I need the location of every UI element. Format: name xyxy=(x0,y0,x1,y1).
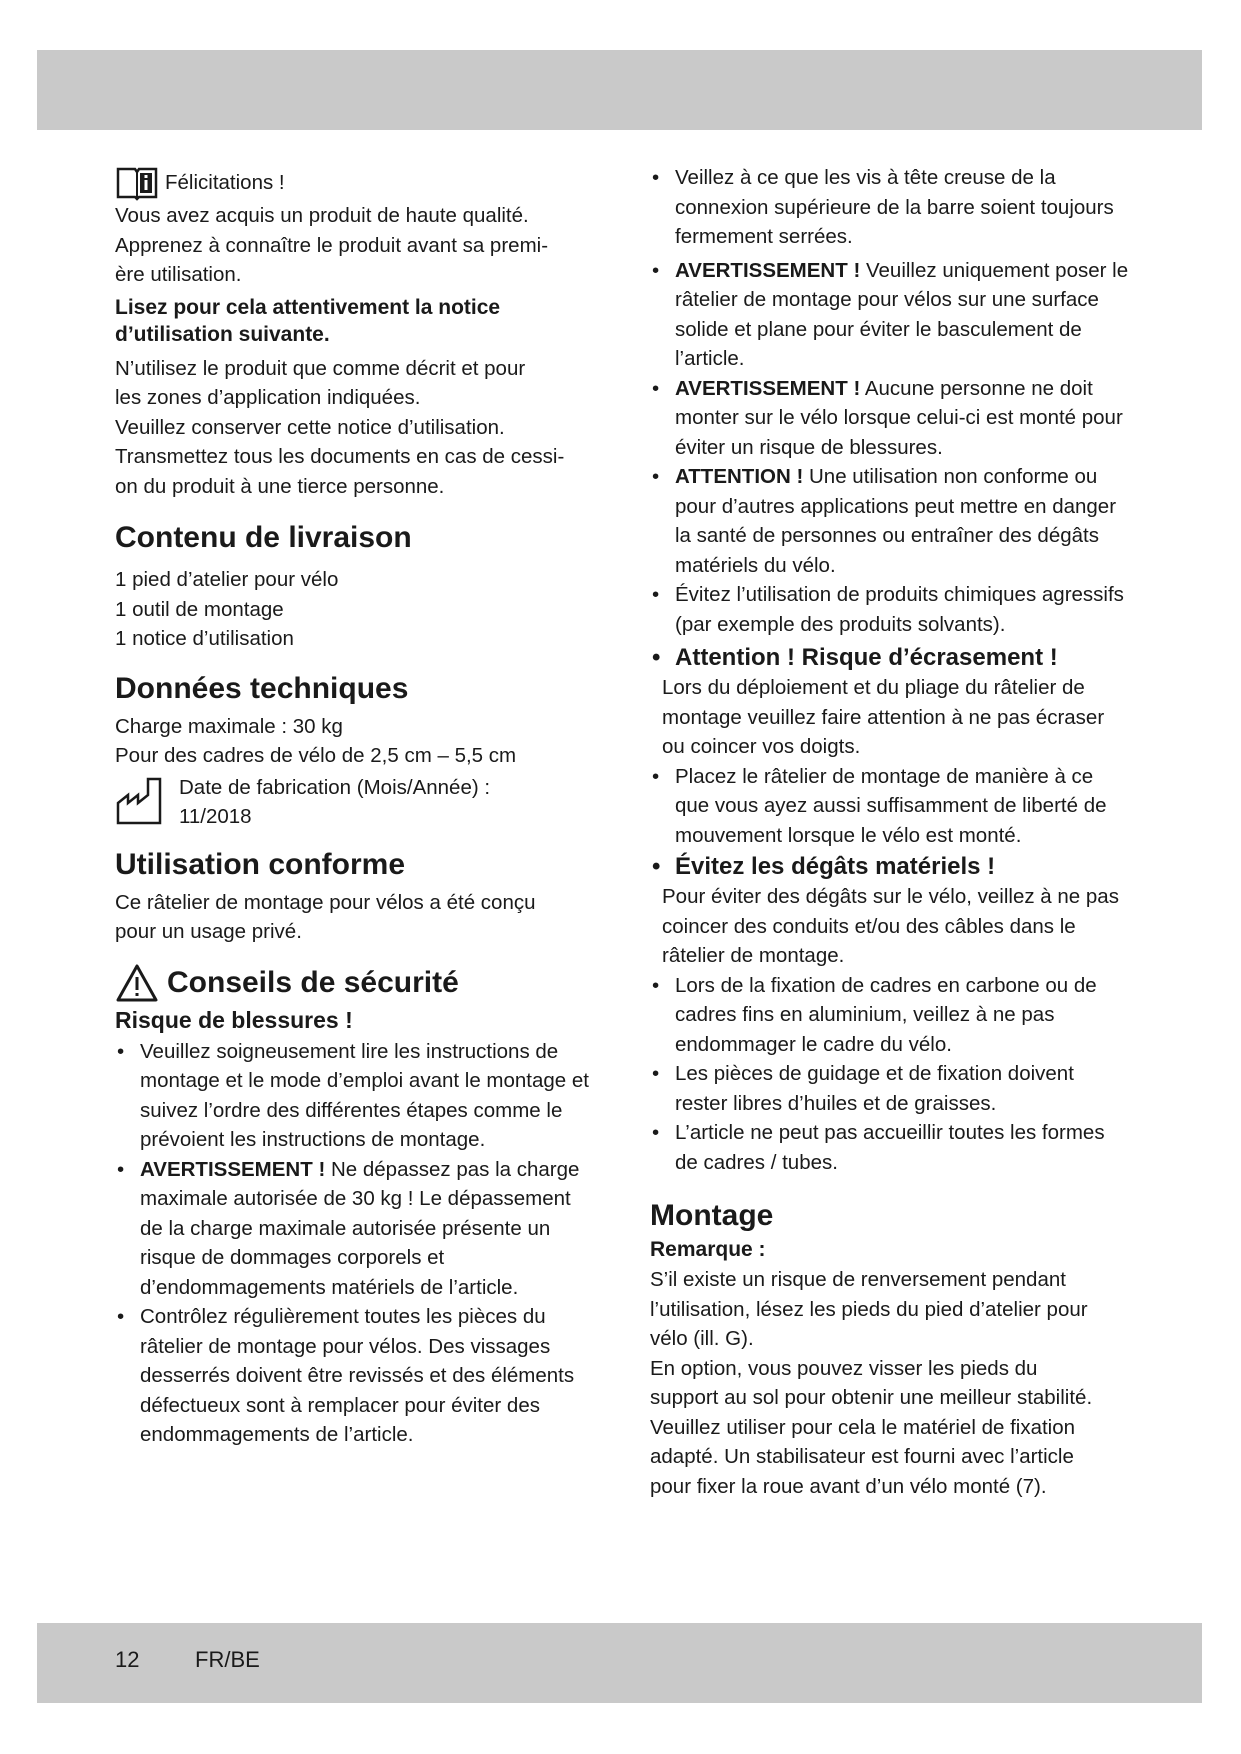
usage-line: les zones d’application indiquées. xyxy=(115,386,421,409)
remarque-line: Veuillez utiliser pour cela le matériel de fixation xyxy=(650,1415,1076,1439)
place-list xyxy=(650,762,1130,851)
safety-bullet: • Lors de la fixation de cadres en carbone ou de cadres fins en aluminium, veillez à ne pas endommager le cadre du vélo. xyxy=(652,973,1097,1056)
safety-bullet: • Les pièces de guidage et de fixation doivent rester libres d’huiles et de graisses. xyxy=(652,1062,1074,1115)
safety-bullet: • AVERTISSEMENT ! Aucune personne ne doit monter sur le vélo lorsque celui-ci est monté pour éviter un risque de blessures. xyxy=(652,376,1123,459)
remarque-line: vélo (ill. G). xyxy=(650,1327,754,1350)
remarque-line: pour fixer la roue avant d’un vélo monté (7). xyxy=(650,1474,1047,1498)
intro-line: Apprenez à connaître le produit avant sa premi- xyxy=(115,233,549,257)
montage-title: Montage xyxy=(650,1199,774,1232)
language-code: FR/BE xyxy=(195,1647,260,1672)
usage-line: on du produit à une tierce personne. xyxy=(115,474,445,498)
info-book-icon xyxy=(115,165,159,201)
utilisation-line: Ce râtelier de montage pour vélos a été conçu xyxy=(115,890,536,914)
contenu-item: 1 pied d’atelier pour vélo xyxy=(115,568,339,591)
safety-bullet: • ATTENTION ! Une utilisation non conforme ou pour d’autres applications peut mettre en danger la santé de personnes ou entraîner des dégâts matériels du vélo. xyxy=(652,465,1117,577)
header-bar xyxy=(37,50,1202,130)
right-column xyxy=(650,163,1130,1501)
remarque-line: support au sol pour obtenir une meilleur stabilité. xyxy=(650,1386,1093,1409)
remarque-title: Remarque : xyxy=(650,1238,766,1261)
remarque-line: l’utilisation, lésez les pieds du pied d’atelier pour xyxy=(650,1297,1088,1321)
crush-heading: • Attention ! Risque d’écrasement ! xyxy=(652,644,1058,671)
donnees-line: Pour des cadres de vélo de 2,5 cm – 5,5 cm xyxy=(115,744,517,767)
risque-title: Risque de blessures ! xyxy=(115,1006,353,1033)
utilisation-line: pour un usage privé. xyxy=(115,920,302,943)
safety-list-final xyxy=(650,971,1130,1178)
contenu-item: 1 notice d’utilisation xyxy=(115,627,294,650)
safety-list xyxy=(115,1037,595,1450)
remarque-line: En option, vous pouvez visser les pieds du xyxy=(650,1356,1038,1380)
safety-bullet: • AVERTISSEMENT ! Ne dépassez pas la charge maximale autorisée de 30 kg ! Le dépassement de la charge maximale autorisée présente un risque de dommages corporels et d’endommagements matériels de l’article. xyxy=(117,1157,580,1299)
remarque-line: adapté. Un stabilisateur est fourni avec l’article xyxy=(650,1445,1074,1468)
manufacture-date-row xyxy=(115,773,595,832)
safety-list-continued xyxy=(650,163,1130,639)
conseils-heading-row xyxy=(115,963,595,1003)
safety-bullet: • L’article ne peut pas accueillir toutes les formes de cadres / tubes. xyxy=(652,1121,1105,1174)
contenu-title: Contenu de livraison xyxy=(115,521,412,554)
page-number: 12 xyxy=(115,1647,140,1672)
factory-icon xyxy=(115,773,171,829)
conseils-title: Conseils de sécurité xyxy=(167,965,459,999)
read-note: Lisez pour cela attentivement la notice d’utilisation suivante. xyxy=(115,295,501,346)
usage-line: Transmettez tous les documents en cas de cessi- xyxy=(115,445,565,468)
damage-text: Pour éviter des dégâts sur le vélo, veillez à ne pas coincer des conduits et/ou des câbles dans le râtelier de montage. xyxy=(662,885,1119,967)
donnees-line: Charge maximale : 30 kg xyxy=(115,714,343,738)
safety-bullet: • Veuillez soigneusement lire les instructions de montage et le mode d’emploi avant le montage et suivez l’ordre des différentes étapes comme le prévoient les instructions de montage. xyxy=(117,1039,589,1151)
intro-heading: Félicitations ! xyxy=(165,171,285,195)
intro-heading-row xyxy=(115,165,595,201)
contenu-item: 1 outil de montage xyxy=(115,597,284,621)
usage-line: Veuillez conserver cette notice d’utilisation. xyxy=(115,415,505,439)
safety-bullet: • Contrôlez régulièrement toutes les pièces du râtelier de montage pour vélos. Des vissages desserrés doivent être revissés et des éléments défectueux sont à remplacer pour éviter des endommagements de l’article. xyxy=(117,1305,575,1446)
warning-triangle-icon xyxy=(115,963,159,1003)
left-column xyxy=(115,165,595,1450)
safety-bullet: • Évitez l’utilisation de produits chimiques agressifs (par exemple des produits solvants). xyxy=(652,583,1124,636)
usage-line: N’utilisez le produit que comme décrit et pour xyxy=(115,356,526,380)
damage-heading: • Évitez les dégâts matériels ! xyxy=(652,853,996,880)
safety-bullet: • AVERTISSEMENT ! Veuillez uniquement poser le râtelier de montage pour vélos sur une surface solide et plane pour éviter le basculement de l’article. xyxy=(652,258,1129,370)
utilisation-title: Utilisation conforme xyxy=(115,847,406,881)
safety-bullet: • Placez le râtelier de montage de manière à ce que vous ayez aussi suffisamment de liberté de mouvement lorsque le vélo est monté. xyxy=(652,764,1107,847)
intro-line: ère utilisation. xyxy=(115,263,242,286)
remarque-line: S’il existe un risque de renversement pendant xyxy=(650,1268,1066,1291)
intro-line: Vous avez acquis un produit de haute qualité. xyxy=(115,204,529,227)
donnees-title: Données techniques xyxy=(115,671,409,705)
date-label: Date de fabrication (Mois/Année) : xyxy=(179,775,491,799)
safety-bullet: • Veillez à ce que les vis à tête creuse de la connexion supérieure de la barre soient toujours fermement serrées. xyxy=(652,166,1114,248)
date-value: 11/2018 xyxy=(179,805,252,828)
crush-text: Lors du déploiement et du pliage du râtelier de montage veuillez faire attention à ne pas écraser ou coincer vos doigts. xyxy=(662,676,1105,758)
